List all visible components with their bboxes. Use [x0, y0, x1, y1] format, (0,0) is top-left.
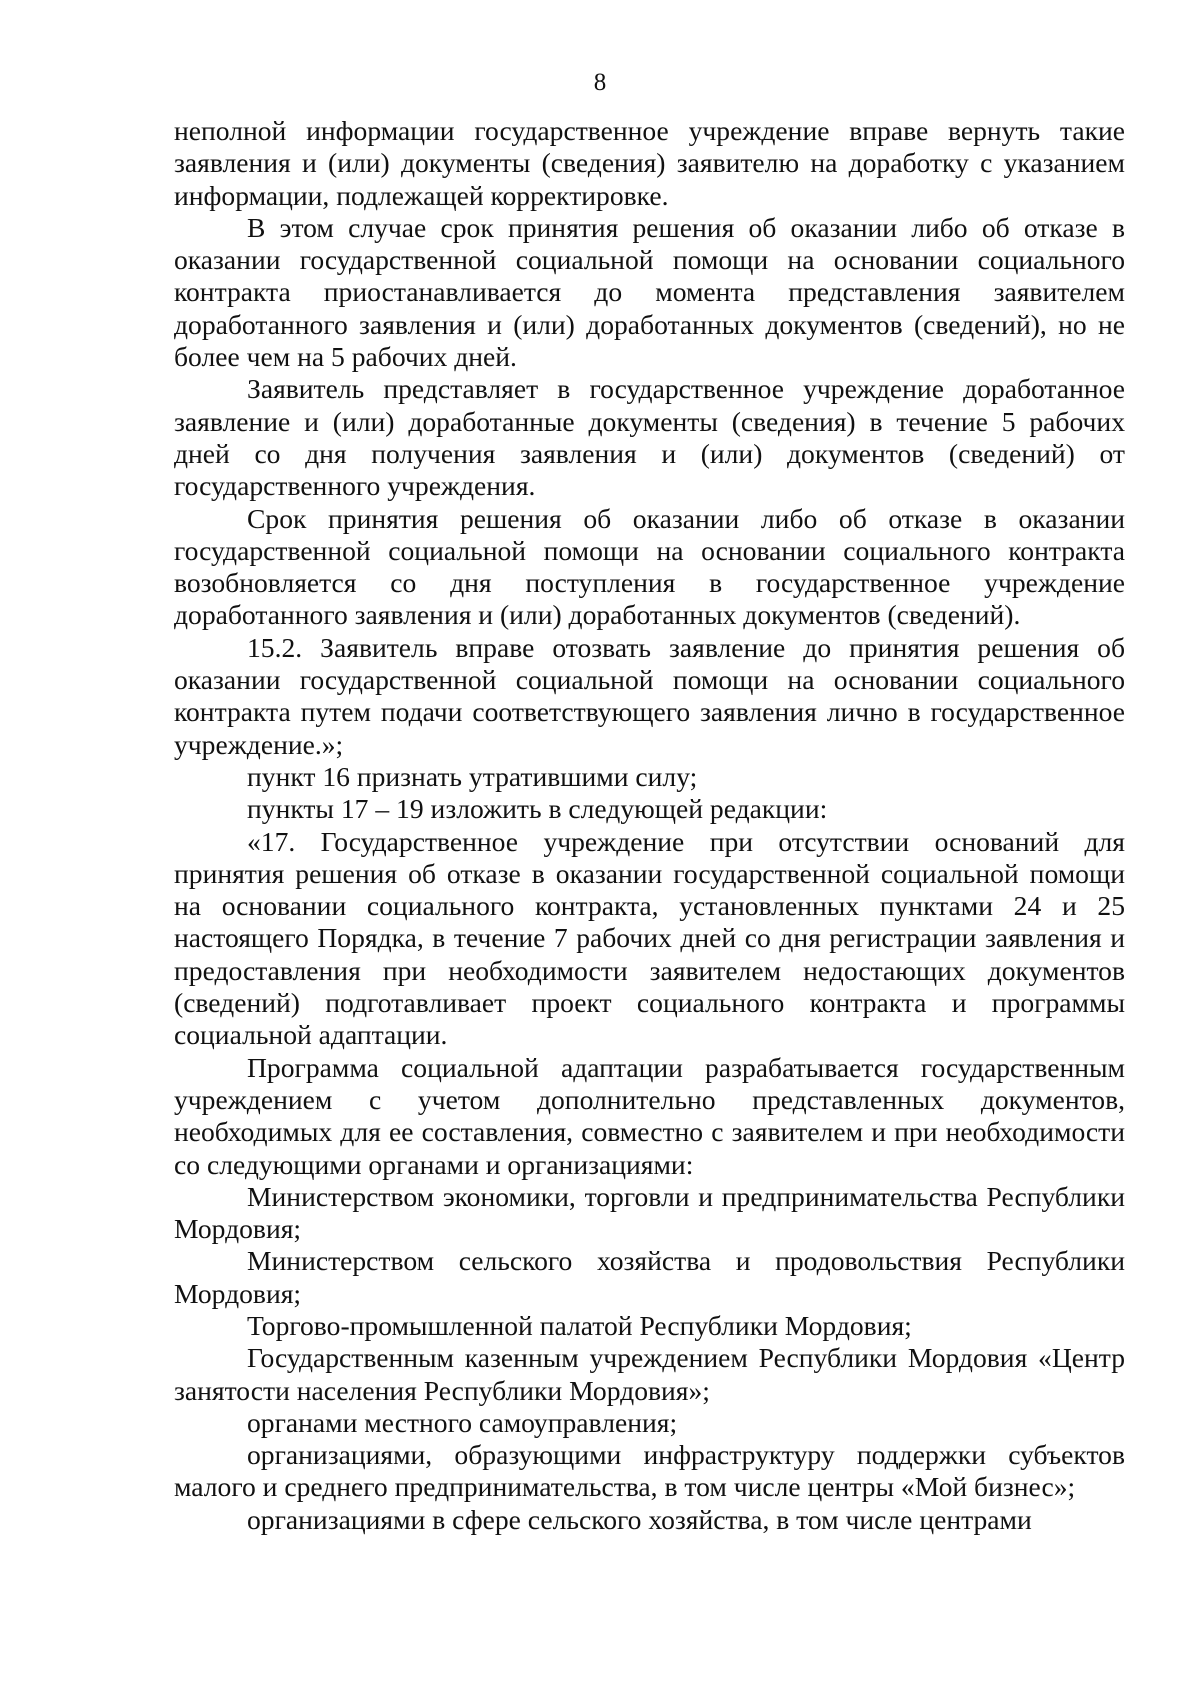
list-item-employment-center: Государственным казенным учреждением Республики Мордовия «Центр занятости населения Республики Мордовия»;: [174, 1342, 1125, 1406]
paragraph-item-16: пункт 16 признать утратившими силу;: [247, 760, 698, 792]
list-item-ministry-agriculture: Министерством сельского хозяйства и продовольствия Республики Мордовия;: [174, 1245, 1125, 1309]
paragraph-items-17-19: пункты 17 – 19 изложить в следующей редакции:: [247, 793, 828, 825]
paragraph-applicant-submits: Заявитель представляет в государственное учреждение доработанное заявление и (или) доработанные документы (сведения) в течение 5 рабочих дней со дня получения заявления и (или) документов (сведений) от государственного учреждения.: [174, 373, 1125, 502]
list-item-chamber-of-commerce: Торгово-промышленной палатой Республики Мордовия;: [247, 1309, 912, 1341]
list-item-agriculture-organizations: организациями в сфере сельского хозяйства, в том числе центрами: [247, 1503, 1032, 1535]
document-body: [174, 115, 1125, 1536]
paragraph-term-resumed: Срок принятия решения об оказании либо об отказе в оказании государственной социальной помощи на основании социального контракта возобновляется со дня поступления в государственное учреждение доработанного заявления и (или) доработанных документов (сведений).: [174, 502, 1125, 631]
list-item-ministry-economy: Министерством экономики, торговли и предпринимательства Республики Мордовия;: [174, 1180, 1125, 1245]
paragraph-15-2: 15.2. Заявитель вправе отозвать заявление до принятия решения об оказании государственной социальной помощи на основании социального контракта путем подачи соответствующего заявления лично в государственное учреждение.»;: [174, 631, 1125, 760]
paragraph-17: «17. Государственное учреждение при отсутствии оснований для принятия решения об отказе в оказании государственной социальной помощи на основании социального контракта, установленных пунктами 24 и 25 настоящего Порядка, в течение 7 рабочих дней со дня регистрации заявления и предоставления при необходимости заявителем недостающих документов (сведений) подготавливает проект социального контракта и программы социальной адаптации.: [174, 825, 1125, 1051]
paragraph-suspension-of-term: В этом случае срок принятия решения об оказании либо об отказе в оказании государственной социальной помощи на основании социального контракта приостанавливается до момента представления заявителем доработанного заявления и (или) доработанных документов (сведений), но не более чем на 5 рабочих дней.: [174, 211, 1125, 373]
paragraph-adaptation-program: Программа социальной адаптации разрабатывается государственным учреждением с учетом дополнительно представленных документов, необходимых для ее составления, совместно с заявителем и при необходимости со следующими органами и организациями:: [174, 1051, 1125, 1180]
page-number: 8: [593, 69, 607, 96]
list-item-local-government: органами местного самоуправления;: [247, 1406, 678, 1438]
paragraph-continuation: неполной информации государственное учреждение вправе вернуть такие заявления и (или) документы (сведения) заявителю на доработку с указанием информации, подлежащей корректировке.: [174, 115, 1125, 211]
list-item-business-infrastructure: организациями, образующими инфраструктуру поддержки субъектов малого и среднего предпринимательства, в том числе центры «Мой бизнес»;: [174, 1439, 1125, 1503]
